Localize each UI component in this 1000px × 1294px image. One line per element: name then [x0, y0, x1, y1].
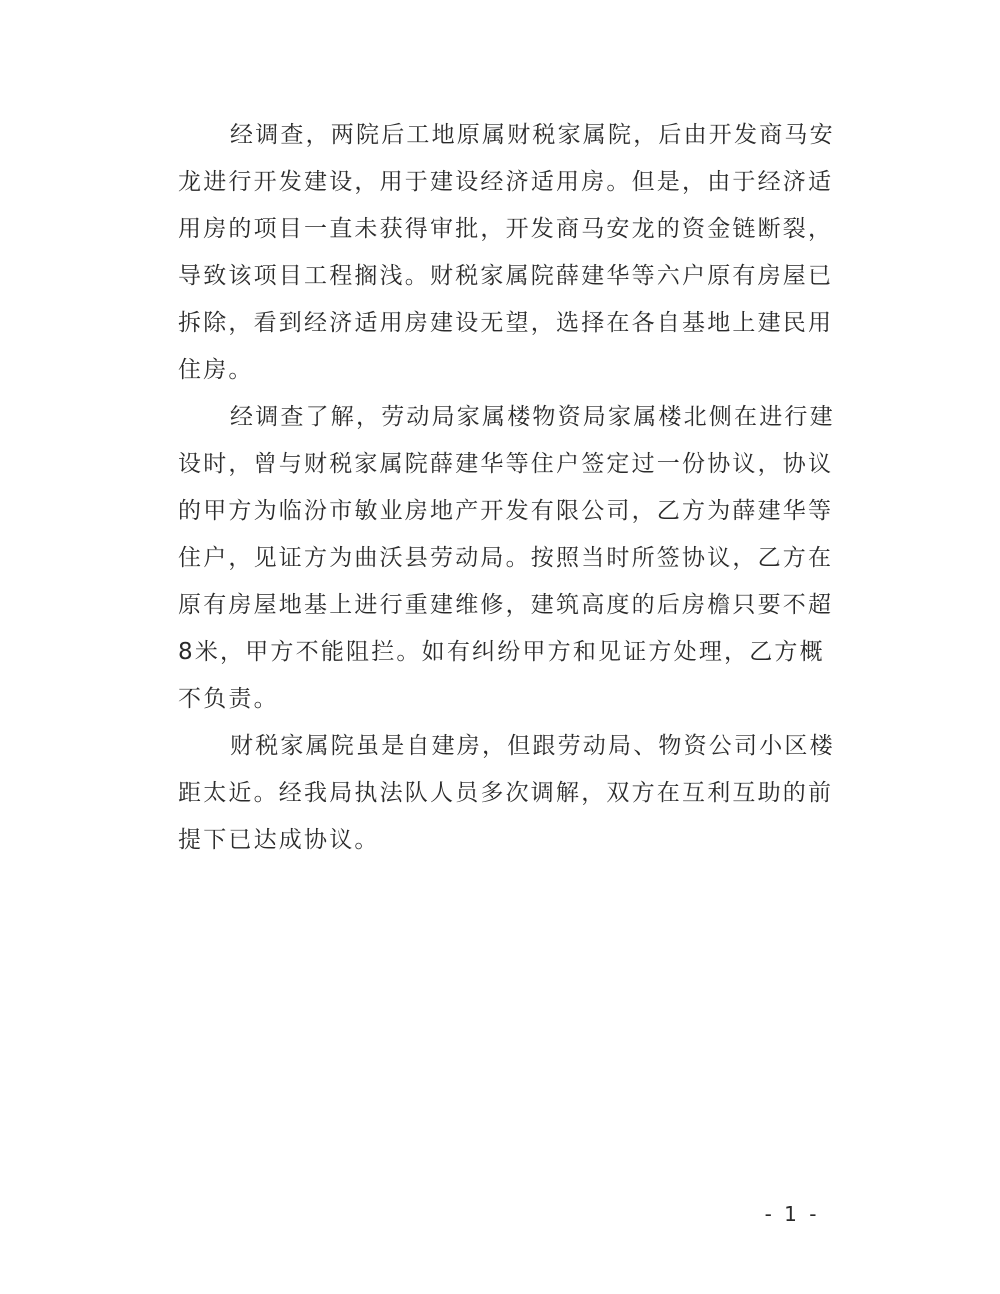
- paragraph-1-line-1: 经调查，两院后工地原属财税家属院，后由开发商马安: [230, 122, 835, 148]
- paragraph-1-line-2: 龙进行开发建设，用于建设经济适用房。但是，由于经济适: [178, 169, 834, 195]
- paragraph-1-line-4: 导致该项目工程搁浅。财税家属院薛建华等六户原有房屋已: [178, 263, 834, 289]
- paragraph-2-line-1: 经调查了解，劳动局家属楼物资局家属楼北侧在进行建: [230, 404, 835, 430]
- paragraph-2-line-3: 的甲方为临汾市敏业房地产开发有限公司，乙方为薛建华等: [178, 498, 834, 524]
- paragraph-3-line-1: 财税家属院虽是自建房，但跟劳动局、物资公司小区楼: [230, 733, 835, 759]
- page-number: - 1 -: [764, 1202, 820, 1226]
- paragraph-3-line-2: 距太近。经我局执法队人员多次调解，双方在互利互助的前: [178, 780, 834, 806]
- paragraph-2-line-2: 设时，曾与财税家属院薛建华等住户签定过一份协议，协议: [178, 451, 834, 477]
- paragraph-2-line-5: 原有房屋地基上进行重建维修，建筑高度的后房檐只要不超: [178, 592, 834, 618]
- paragraph-3-line-3: 提下已达成协议。: [178, 827, 380, 853]
- paragraph-2-line-6: 8米，甲方不能阻拦。如有纠纷甲方和见证方处理，乙方概: [178, 639, 825, 665]
- paragraph-1-line-6: 住房。: [178, 357, 254, 383]
- document-body: [178, 112, 835, 864]
- paragraph-1-line-3: 用房的项目一直未获得审批，开发商马安龙的资金链断裂，: [178, 216, 834, 242]
- paragraph-2-line-4: 住户，见证方为曲沃县劳动局。按照当时所签协议，乙方在: [178, 545, 834, 571]
- paragraph-1-line-5: 拆除，看到经济适用房建设无望，选择在各自基地上建民用: [178, 310, 834, 336]
- paragraph-2-line-7: 不负责。: [178, 686, 279, 712]
